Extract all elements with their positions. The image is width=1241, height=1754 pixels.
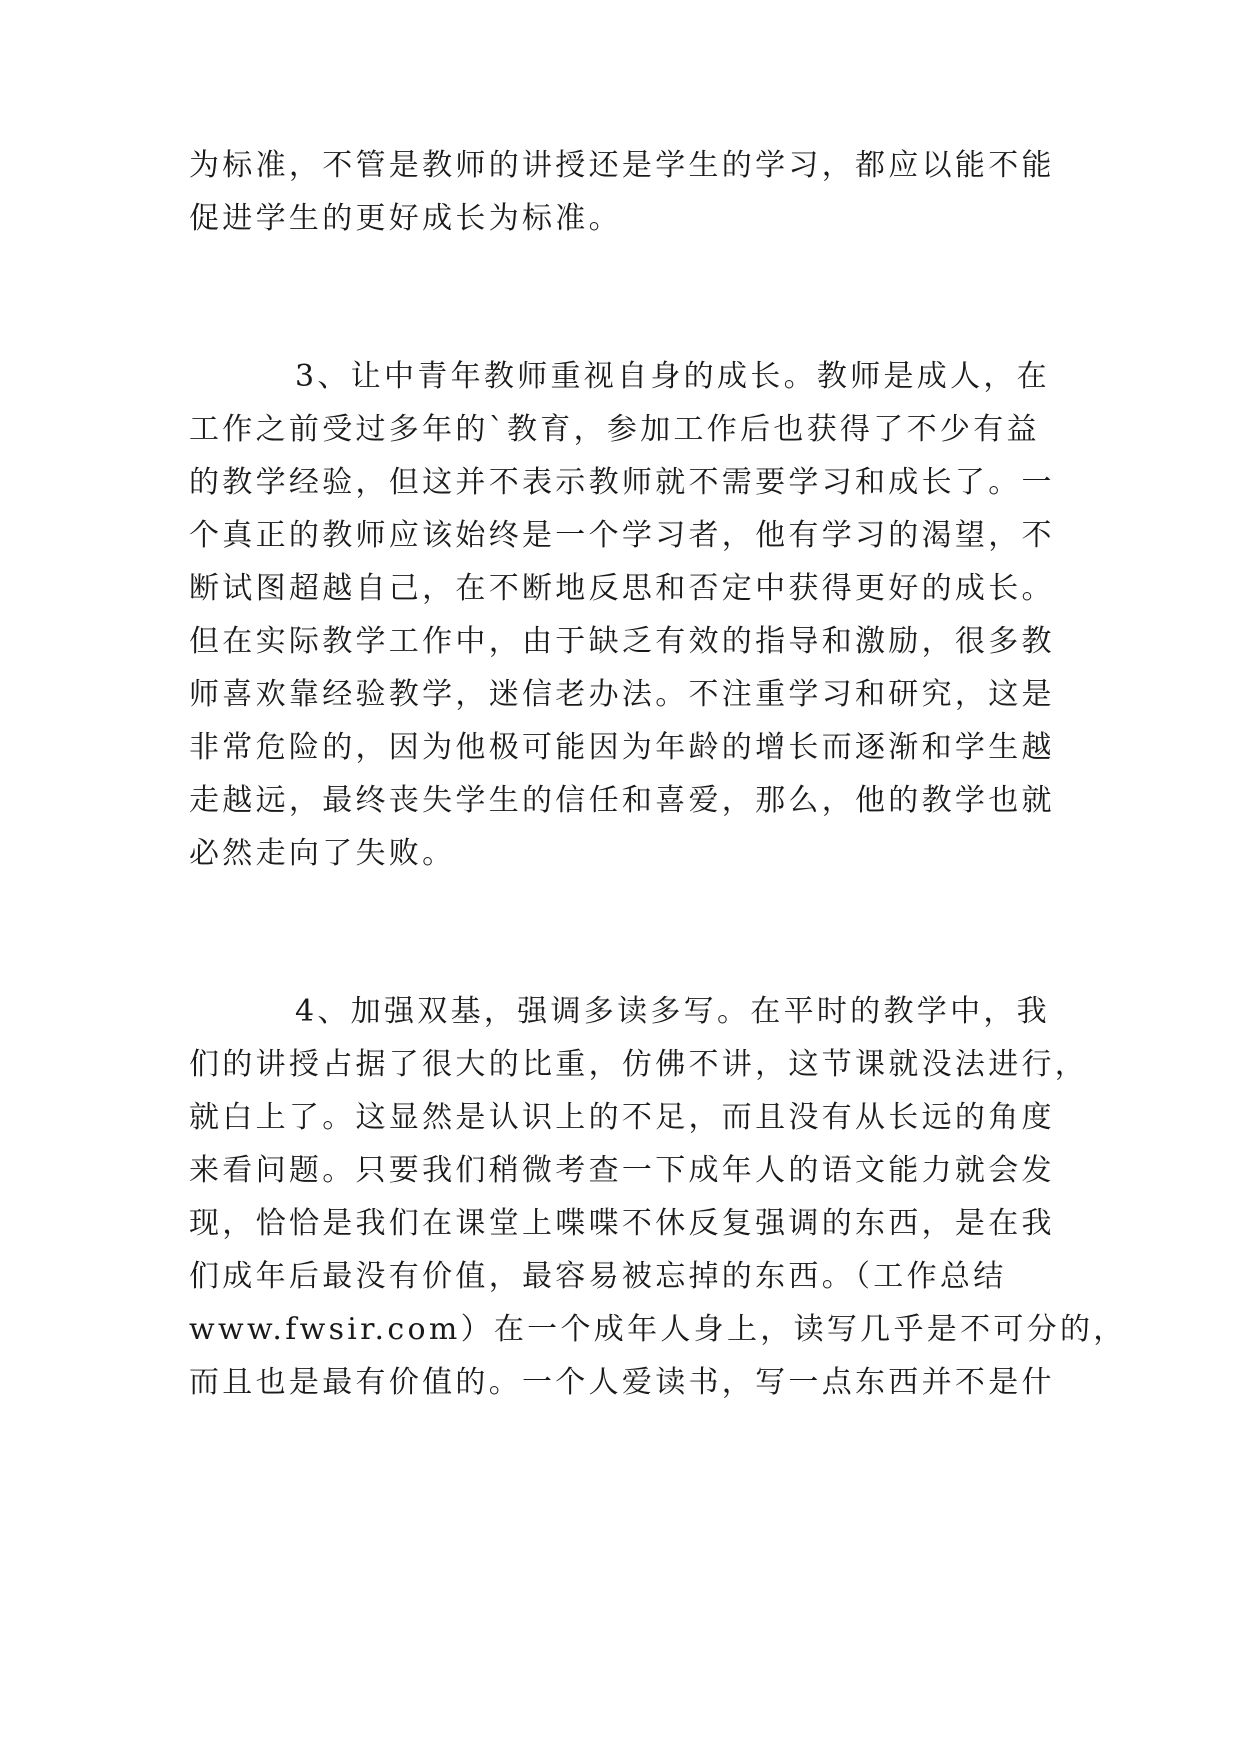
paragraph-3-line-2: 们的讲授占据了很大的比重，仿佛不讲，这节课就没法进行， [189, 1047, 1089, 1082]
paragraph-2-line-8: 非常危险的，因为他极可能因为年龄的增长而逐渐和学生越 [189, 730, 1055, 765]
paragraph-3-line-5: 现，恰恰是我们在课堂上喋喋不休反复强调的东西，是在我 [189, 1206, 1055, 1241]
paragraph-2-line-5: 断试图超越自己，在不断地反思和否定中获得更好的成长。 [189, 571, 1055, 606]
paragraph-3-line-1: 4、加强双基，强调多读多写。在平时的教学中，我 [295, 994, 1050, 1029]
paragraph-3-line-3: 就白上了。这显然是认识上的不足，而且没有从长远的角度 [189, 1100, 1055, 1135]
paragraph-1-line-2: 促进学生的更好成长为标准。 [189, 201, 622, 236]
paragraph-2-line-1: 3、让中青年教师重视自身的成长。教师是成人，在 [295, 359, 1050, 394]
paragraph-2-line-7: 师喜欢靠经验教学，迷信老办法。不注重学习和研究，这是 [189, 677, 1055, 712]
paragraph-2-line-2: 工作之前受过多年的`教育，参加工作后也获得了不少有益 [189, 412, 1040, 447]
paragraph-3-line-7: www.fwsir.com）在一个成年人身上，读写几乎是不可分的， [189, 1312, 1127, 1347]
paragraph-2-line-9: 走越远，最终丧失学生的信任和喜爱，那么，他的教学也就 [189, 783, 1055, 818]
paragraph-2-line-10: 必然走向了失败。 [189, 836, 456, 871]
paragraph-3-line-6: 们成年后最没有价值，最容易被忘掉的东西。（工作总结 [189, 1259, 1007, 1294]
paragraph-1-line-1: 为标准，不管是教师的讲授还是学生的学习，都应以能不能 [189, 148, 1055, 183]
paragraph-3-line-8: 而且也是最有价值的。一个人爱读书，写一点东西并不是什 [189, 1365, 1055, 1400]
paragraph-3-line-4: 来看问题。只要我们稍微考查一下成年人的语文能力就会发 [189, 1153, 1055, 1188]
paragraph-2-line-6: 但在实际教学工作中，由于缺乏有效的指导和激励，很多教 [189, 624, 1055, 659]
paragraph-2-line-3: 的教学经验，但这并不表示教师就不需要学习和成长了。一 [189, 465, 1055, 500]
paragraph-2-line-4: 个真正的教师应该始终是一个学习者，他有学习的渴望，不 [189, 518, 1055, 553]
